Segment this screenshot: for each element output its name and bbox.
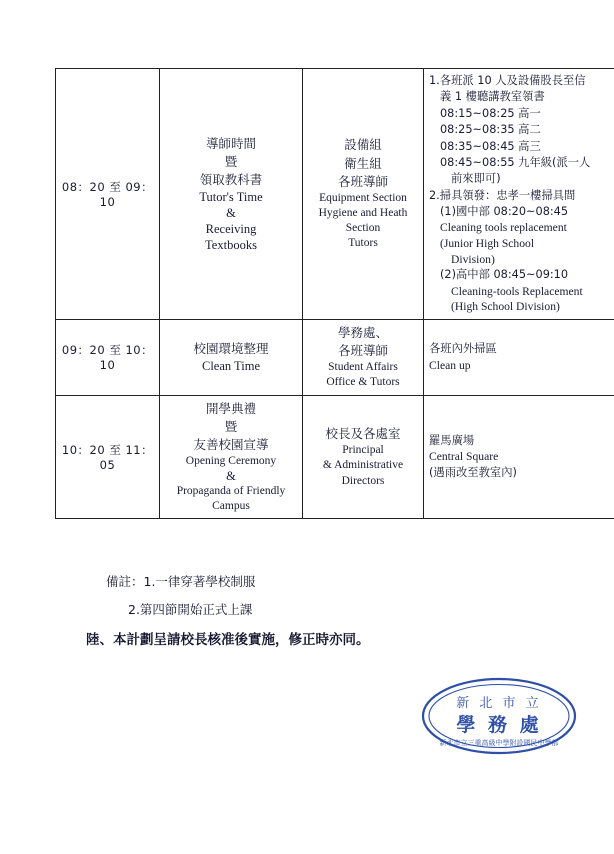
- unit-en-line: Directors: [341, 474, 385, 487]
- note-line: (2)高中部 08:45~09:10: [440, 268, 569, 282]
- activity-en-line: Opening Ceremony: [185, 454, 277, 467]
- unit-zh-line: 各班導師: [337, 173, 388, 189]
- unit-en-line: & Administrative: [322, 459, 404, 472]
- note-line: Central Square: [429, 450, 499, 464]
- cell-time: [56, 69, 160, 320]
- notes-list: [429, 73, 614, 315]
- note-line: 08:35~08:45 高三: [440, 139, 541, 153]
- note-line: Cleaning-tools Replacement: [451, 284, 583, 298]
- table-row: [56, 395, 614, 519]
- schedule-table: [55, 68, 614, 519]
- activity-en-line: Receiving: [205, 221, 257, 236]
- cell-notes: [424, 69, 614, 320]
- cell-activity: [160, 69, 303, 320]
- notes-list: [429, 341, 614, 373]
- note-line: Cleaning tools replacement: [440, 221, 567, 235]
- note-line: 1.各班派 10 人及設備股長至信: [429, 74, 586, 87]
- cell-activity: [160, 319, 303, 395]
- cell-activity: [160, 395, 303, 519]
- remark-line-1: 備註：1.一律穿著學校制服: [106, 574, 256, 589]
- time-text: 09：20 至 10：10: [61, 343, 154, 373]
- activity-zh-line: 導師時間: [205, 135, 256, 151]
- note-line: 08:45~08:55 九年級(派一人: [440, 155, 591, 169]
- cell-unit: [303, 69, 424, 320]
- activity-en-line: Textbooks: [205, 237, 257, 252]
- approval-statement: 陸、本計劃呈請校長核准後實施，修正時亦同。: [86, 632, 370, 648]
- time-text: 10：20 至 11：05: [61, 442, 154, 472]
- notes-list: [429, 433, 614, 481]
- activity-en-line: Propaganda of Friendly: [176, 485, 286, 498]
- activity-zh-line: 校園環境整理: [193, 341, 269, 357]
- time-text: 08：20 至 09：10: [61, 179, 154, 209]
- note-line: 08:25~08:35 高二: [440, 123, 541, 137]
- activity-en-amp: &: [226, 205, 236, 220]
- unit-zh-line: 校長及各處室: [325, 426, 401, 442]
- unit-en-line: Tutors: [348, 237, 378, 250]
- note-line: Clean up: [429, 358, 471, 372]
- note-line: (Junior High School: [440, 237, 535, 251]
- note-line: (遇雨改至教室內): [429, 465, 517, 479]
- cell-notes: [424, 395, 614, 519]
- activity-en-line: Campus: [212, 500, 250, 513]
- activity-zh-line: 領取教科書: [199, 172, 263, 188]
- cell-time: [56, 395, 160, 519]
- note-line: 08:15~08:25 高一: [440, 106, 541, 120]
- table-row: [56, 69, 614, 320]
- note-line: 羅馬廣場: [429, 433, 475, 447]
- unit-zh-line: 學務處、: [337, 324, 388, 340]
- cell-unit: [303, 319, 424, 395]
- unit-en-line: Office & Tutors: [326, 376, 400, 389]
- unit-en-line: Equipment Section: [319, 191, 407, 204]
- cell-unit: [303, 395, 424, 519]
- note-line: 2.掃具領發：忠孝一樓掃具間: [429, 188, 576, 202]
- note-line: (1)國中部 08:20~08:45: [440, 205, 569, 218]
- activity-en-amp: &: [226, 469, 236, 484]
- unit-zh-line: 設備組: [344, 137, 382, 153]
- note-line: 前來即可): [451, 172, 501, 186]
- unit-zh-line: 各班導師: [337, 343, 388, 359]
- remark-line-2: 2.第四節開始正式上課: [128, 602, 253, 617]
- unit-en-line: Principal: [342, 444, 384, 457]
- svg-text:學 務 處: 學 務 處: [456, 714, 542, 736]
- cell-time: [56, 319, 160, 395]
- activity-en-line: Tutor's Time: [199, 190, 263, 205]
- activity-zh-line: 暨: [224, 154, 238, 170]
- unit-en-line: Section: [345, 222, 381, 235]
- note-line: Division): [451, 252, 495, 266]
- unit-en-line: Hygiene and Heath: [318, 206, 408, 219]
- activity-zh-line: 友善校園宣導: [193, 436, 269, 452]
- unit-en-line: Student Affairs: [328, 361, 398, 374]
- cell-notes: [424, 319, 614, 395]
- table-row: [56, 319, 614, 395]
- activity-en-line: Clean Time: [202, 359, 260, 374]
- official-seal-stamp: [420, 676, 578, 756]
- activity-zh-line: 暨: [224, 418, 238, 434]
- activity-zh-line: 開學典禮: [205, 400, 256, 416]
- note-line: 各班內外掃區: [429, 342, 497, 356]
- svg-text:新 北 市 立: 新 北 市 立: [456, 696, 542, 711]
- note-line: (High School Division): [451, 300, 560, 314]
- unit-zh-line: 衛生組: [344, 155, 382, 171]
- note-line: 義 1 樓聽講教室領書: [440, 90, 545, 104]
- svg-text:新北市立三重高級中學附設國民中學部: 新北市立三重高級中學附設國民中學部: [439, 739, 559, 747]
